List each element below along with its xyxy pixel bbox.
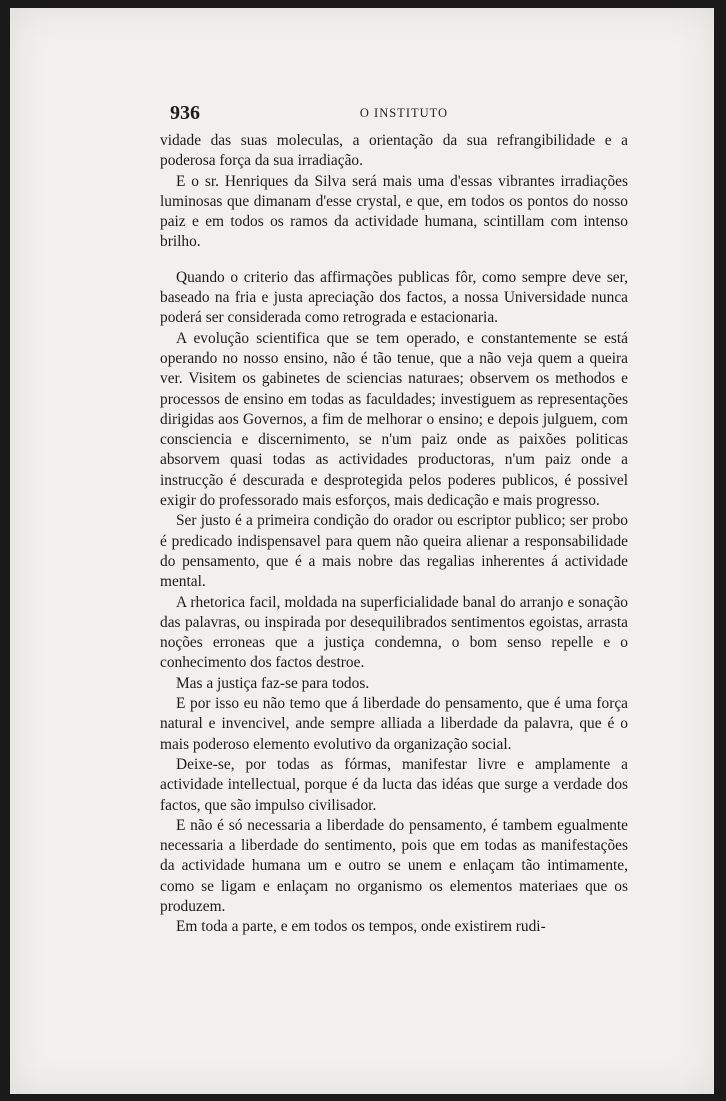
paragraph: Ser justo é a primeira condição do orador ou escriptor publico; ser probo é predicado indispensavel para quem não queira alienar a responsabilidade do pensamento, que é a mais nobre das regalias inherentes á actividade mental. [160,512,628,591]
page-header [170,102,638,124]
paragraph: E por isso eu não temo que á liberdade do pensamento, que é uma força natural e invencivel, ande sempre alliada a liberdade da palavra, que é o mais poderoso elemento evolutivo da organização social. [160,695,628,753]
paragraph: Deixe-se, por todas as fórmas, manifestar livre e amplamente a actividade intellectual, porque é da lucta das idéas que surge a verdade dos factos, que são impulso civilisador. [160,755,628,814]
paragraph: E o sr. Henriques da Silva será mais uma d'essas vibrantes irradiações luminosas que dimanam d'esse crystal, e que, em todos os pontos do nosso paiz e em todos os ramos da actividade humana, scintillam com intenso brilho. [160,172,628,251]
paragraph: A evolução scientifica que se tem operado, e constantemente se está operando no nosso ensino, não é tão tenue, que a não veja quem a queira ver. Visitem os gabinetes de sciencias naturaes; observem os methodos e processos de ensino em todas as faculdades; investiguem as representações dirigidas aos Governos, a fim de melhorar o ensino; e depois julguem, com consciencia e discernimento, se n'um paiz onde as paixões politicas absorvem quasi todas as actividades productoras, n'um paiz onde a instrucção é descurada e desprotegida pelos poderes publicos, é possivel exigir do professorado mais esforços, mais dedicação e mais progresso. [160,329,628,510]
paragraph: A rhetorica facil, moldada na superficialidade banal do arranjo e sonação das palavras, ou inspirada por desequilibrados sentimentos egoistas, arrasta noções erroneas que a justiça condemna, o bom senso repelle e o conhecimento dos factos destroe. [160,593,628,672]
body-text [160,131,628,938]
paragraph: vidade das suas moleculas, a orientação da sua refrangibilidade e a poderosa força da sua irradiação. [160,132,628,170]
paragraph: E não é só necessaria a liberdade do pensamento, é tambem egualmente necessaria a liberdade do sentimento, pois que em todas as manifestações da actividade humana um e outro se unem e enlaçam tão intimamente, como se ligam e enlaçam no organismo os elementos materiaes que os produzem. [160,816,628,915]
paragraph: Mas a justiça faz-se para todos. [176,674,370,692]
paragraph: Em toda a parte, e em todos os tempos, onde existirem rudi- [176,918,546,936]
paragraph: Quando o criterio das affirmações publicas fôr, como sempre deve ser, baseado na fria e justa apreciação dos factos, a nossa Universidade nunca poderá ser considerada como retrograda e estacionaria. [160,268,628,327]
page-number: 936 [170,102,200,124]
running-head: O INSTITUTO [359,106,449,120]
